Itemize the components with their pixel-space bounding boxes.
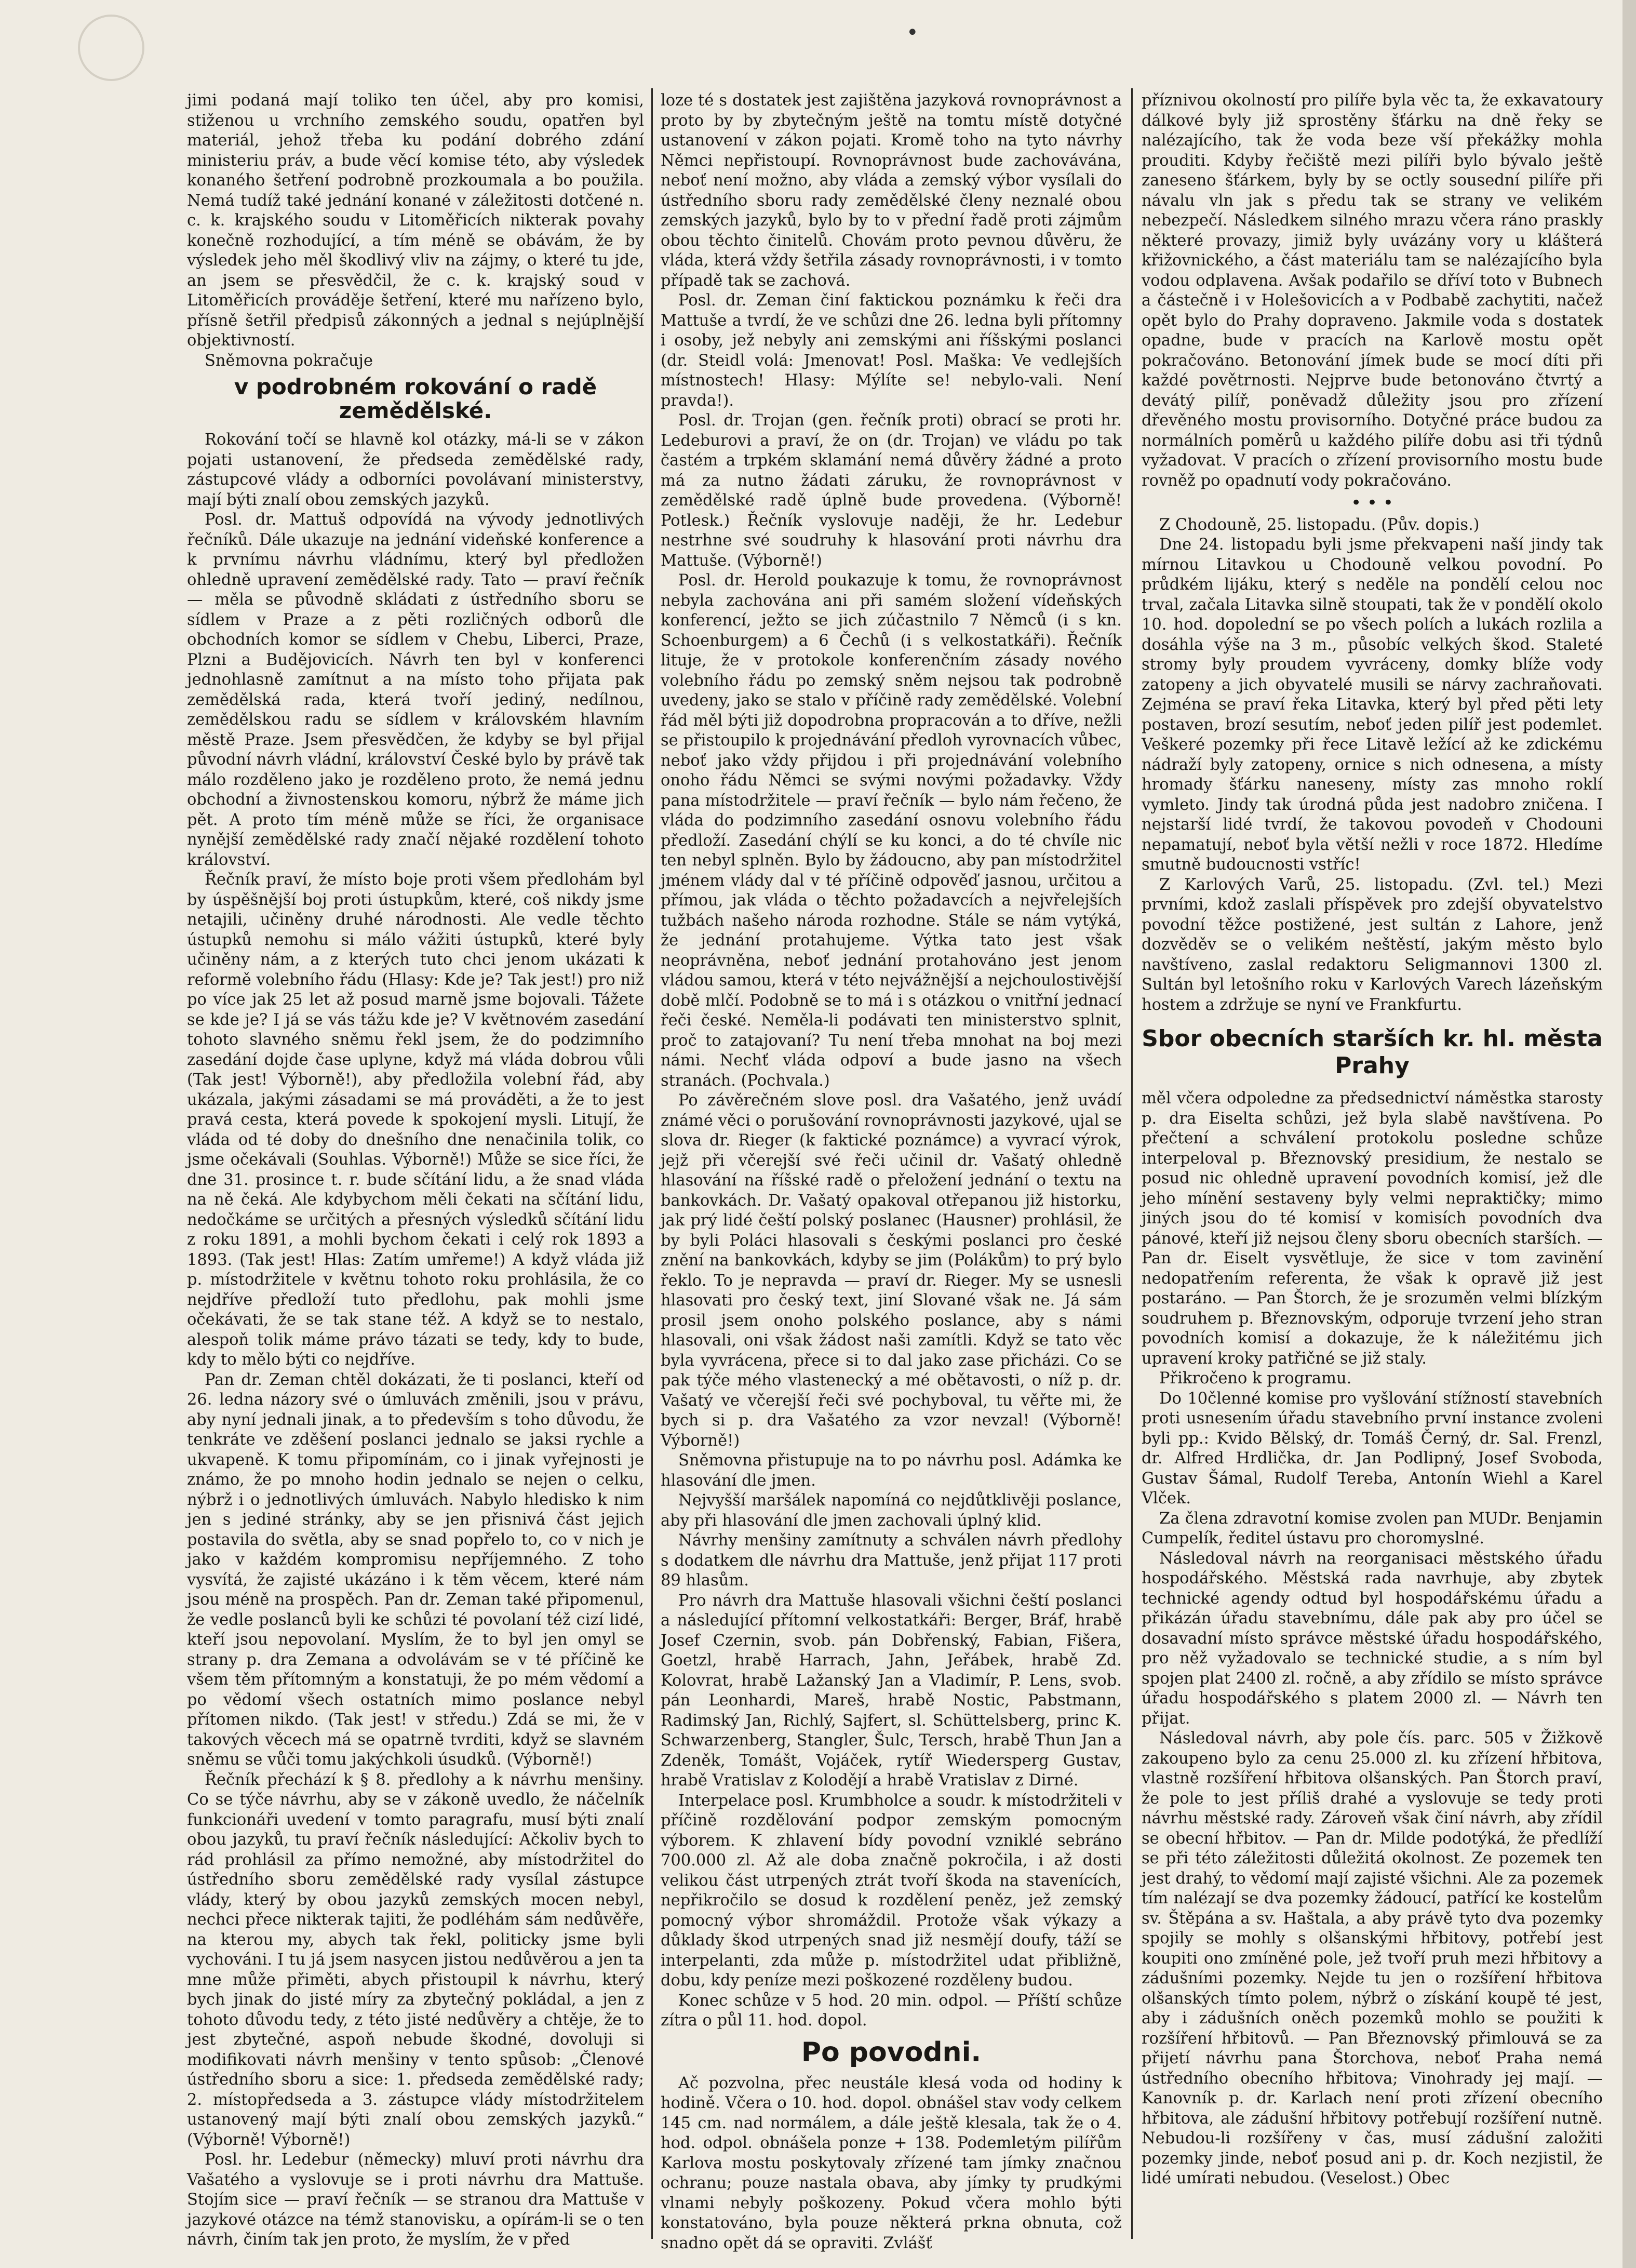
article-paragraph: Za člena zdravotní komise zvolen pan MUDr. Benjamin Cumpelík, ředitel ústavu pro choromyslné. xyxy=(1142,1509,1603,1547)
article-paragraph: Následoval návrh na reorganisaci městského úřadu hospodářského. Městská rada navrhuje, aby zbytek technické agendy odtud byl hospodářskému úřadu a přikázán úřadu stavebnímu, dále pak aby pro účel se dosavadní místo správce městské úřadu hospodářského, pro něž vyžadovalo se technické studie, a s ním byl spojen plat 2400 zl. ročně, a aby zřídilo se místo správce úřadu hospodářského s platem 2000 zl. — Návrh ten přijat. xyxy=(1142,1549,1603,1728)
article-paragraph: Po závěrečném slove posl. dra Vašatého, jenž uvádí známé věci o porušování rovnoprávnosti jazykové, ujal se slova dr. Rieger (k faktické poznámce) a vyvrací výrok, jejž při včerejší své řeči učinil dr. Vašatý ohledně hlasování na říšské radě o přeložení jednání o textu na bankovkách. Dr. Vašatý opakoval otřepanou již historku, jak prý lidé čeští polský poslanec (Hausner) prohlásil, že by byli Poláci hlasovali s českými poslanci pro české znění na bankovkách, kdyby se jim (Polákům) to prý bylo řeklo. To je nepravda — praví dr. Rieger. My se usnesli hlasovati pro český text, jiní Slované však ne. Já sám prosil jsem onoho polského poslance, aby s námi hlasovali, oni však žádost naši zamítli. Když se tato věc byla vyvrácena, přece si to dal jako zase přicházi. Co se pak týče mého vlastenecký a mé obětavosti, o níž p. dr. Vašatý ve včerejší řeči své pochyboval, tu věřte mi, že bych si p. dra Vašatého za vzor nevzal! (Výborně! Výborně!) xyxy=(661,1091,1122,1450)
article-paragraph: Posl. dr. Trojan (gen. řečník proti) obrací se proti hr. Ledeburovi a praví, že on (dr. Trojan) ve vládu po tak častém a trpkém sklamání nemá důvěry žádné a proto má za nutno žádati záruku, že rovnoprávnost v zemědělské radě úplně bude provedena. (Výborně! Potlesk.) Řečník vyslovuje naději, že hr. Ledebur nestrhne své soudruhy k hlasování proti návrhu dra Mattuše. (Výborně!) xyxy=(661,411,1122,570)
article-paragraph: Posl. dr. Zeman činí faktickou poznámku k řeči dra Mattuše a tvrdí, že ve schůzi dne 26. ledna byli přítomny i osoby, jež nebyly ani zemskými ani říšskými poslanci (dr. Steidl volá: Jmenovat! Posl. Maška: Ve vedlejších místnostech! Hlasy: Mýlíte se! nebylo-vali. Není pravda!). xyxy=(661,291,1122,410)
article-paragraph: Dne 24. listopadu byli jsme překvapeni naší jindy tak mírnou Litavkou u Chodouně velkou povodní. Po průdkém lijáku, který s neděle na pondělí celou noc trval, začala Litavka silně stoupati, tak že v pondělí okolo 10. hod. dopolední se po všech polích a lukách rozlila a dosáhla výše na 3 m., působíc velkých škod. Staleté stromy byly proudem vyvráceny, domky blíže vody zatopeny a jich obyvatelé musili se nárvy zachraňovati. Zejména se praví řeka Litavka, který byl před pěti lety postaven, brozí sesutím, neboť jeden pilíř jest podemlet. Veškeré pozemky při řece Litavě ležící až ke zdickému nádraží byly zatopeny, ornice s nich odnesena, a místy hromady šťárku naneseny, místy zas mnoho roklí vymleto. Jindy tak úrodná půda jest nadobro zničena. I nejstarší lidé tvrdí, že takovou povodeň v Chodouni nepamatují, neboť byla větší nežli v roce 1872. Hledíme smutně budoucnosti vstříc! xyxy=(1142,536,1603,874)
section-heading: Po povodni. xyxy=(801,2036,982,2068)
section-heading: Sbor obecních starších kr. hl. města Prahy xyxy=(1142,1025,1603,1079)
article-paragraph: Řečník přechází k § 8. předlohy a k návrhu menšiny. Co se týče návrhu, aby se v zákoně uvedlo, že náčelník funkcionáři uvedení v tomto paragrafu, musí býti znalí obou jazyků, tu praví řečník následující: Ačkoliv bych to rád prohlásil za přímo nemožné, aby místodržitel do ústředního sboru zemědělské rady vysílal zástupce vlády, který by obou jazyků zemských mocen nebyl, nechci přece nikterak tajiti, že podléhám sám nedůvěře, na kterou my, abych tak řekl, politicky jsme byli vychováni. I tu já jsem nasycen jistou nedůvěrou a jen ta mne může přiměti, abych přistoupil k návrhu, který bych jinak do jisté míry za zbytečný pokládal, a jen z tohoto důvodu tedy, z této jisté nedůvěry a chtěje, že to jest zbytečné, aspoň nebude škodné, dovoluji si modifikovati návrh menšiny v tento spůsob: „Členové ústředního sboru a sice: 1. předseda zemědělské rady; 2. místopředseda a 3. zástupce vlády místodržitelem ustanovený mají býti znalí obou zemských jazyků.“ (Výborně! Výborně!) xyxy=(187,1770,644,2149)
article-paragraph: jimi podaná mají toliko ten účel, aby pro komisi, stiženou u vrchního zemského soudu, opatřen byl materiál, jehož třeba ku podání dobrého zdání ministeriu práv, a bude věcí komise této, aby výsledek konaného šetření podrobně prozkoumala a bo použila. Nemá tudíž také jednání konané v záležitosti dotčené n. c. k. krajského soudu v Litoměřicích nikterak povahy konečně rozhodující, a tím méně se obávám, že by výsledek jeho měl škodlivý vliv na zájmy, o které tu jde, an jsem se přesvědčil, že c. k. krajský soud v Litoměřicích prováděje šetření, které mu nařízeno bylo, přísně šetřil předpisů zákonných a jednal s nejúplnější objektivností. xyxy=(187,91,644,350)
article-paragraph: Pan dr. Zeman chtěl dokázati, že ti poslanci, kteří od 26. ledna názory své o úmluvách změnili, jsou v právu, aby nyní jednali jinak, a to především s toho důvodu, že tenkráte ve zděšení poslanci jednalo se jaksi rychle a ukvapeně. K tomu připomínám, co i jinak vyřejnosti je známo, že po mnoho hodin jednalo se nejen o celku, nýbrž i o jednotlivých úmluvách. Nabylo hledisko k nim jen s jediné stránky, aby se jen přisnivá část jejich postavila do světla, aby se snad popřelo to, co v nich je jako v každém kompromisu nepříjemného. Z toho vysvítá, že zajisté ukázáno i k těm věcem, které nám jsou méně na prospěch. Pan dr. Zeman také připomenul, že vedle poslanců byli ke schůzi té povolaní též cizí lidé, kteří jsou nepovolaní. Myslím, že to byl jen omyl se strany p. dra Zemana a odvolávám se v té příčině ke všem těm přítomným a konstatuji, že po mém vědomí a po vědomí všech ostatních mimo poslance nebyl přítomen nikdo. (Tak jest! v středu.) Zdá se mi, že v takových věcech má se opatrně tvrditi, když se slavném sněmu se vůči tomu jakýchkoli úsudků. (Výborně!) xyxy=(187,1370,644,1769)
article-paragraph: loze té s dostatek jest zajištěna jazyková rovnoprávnost a proto by by zbytečným ještě na tomtu místě dotyčné ustanovení v zákon pojati. Kromě toho na tyto návrhy Němci nepřistoupí. Rovnoprávnost bude zachovávána, neboť není možno, aby vláda a zemský výbor vysílali do ústředního sboru rady zemědělské členy neznalé obou zemských jazyků, bylo by to v přední řadě proti zájmům obou těchto činitelů. Chovám proto pevnou důvěru, že vláda, která vždy šetřila zásady rovnoprávnosti, i v tomto případě tak se zachová. xyxy=(661,91,1122,290)
section-heading: v podrobném rokování o radě zemědělské. xyxy=(234,374,597,423)
column-rule-2 xyxy=(1131,88,1133,2239)
article-paragraph: Nejvyšší maršálek napomíná co nejdůtklivěji poslance, aby při hlasování dle jmen zachovali úplný klid. xyxy=(661,1491,1122,1530)
article-paragraph: měl včera odpoledne za předsednictví náměstka starosty p. dra Eiselta schůzi, jež byla slabě navštívena. Po přečtení a schválení protokolu posledne schůze interpeloval p. Březnovský presidium, že nestalo se posud nic ohledně upravení povodních komisí, jež dle jeho mínění sestaveny byly velmi nepraktičky; mimo jiných jsou do té komisí v komisích povodních dva pánové, kteří již nejsou členy sboru obecních starších. — Pan dr. Eiselt vysvětluje, že sice v tom zavinění nedopatřením referenta, že však k opravě již jest postaráno. — Pan Štorch, že je srozuměn velmi blízkým soudruhem p. Březnovským, odporuje tvrzení jeho stran povodních komisí a dokazuje, že k náležitému jich upravení kroky patřičné se již staly. xyxy=(1142,1089,1603,1368)
article-paragraph: Z Karlových Varů, 25. listopadu. (Zvl. tel.) Mezi prvními, kdož zaslali příspěvek pro zdejší obyvatelstvo povodní těžce postižené, jest sultán z Lahore, jenž dozvěděv se o velikém neštěstí, jakým město bylo navštíveno, zaslal redaktoru Seligmannovi 1300 zl. Sultán byl letošního roku v Karlových Varech lázeňským hostem a zdržuje se nyní ve Frankfurtu. xyxy=(1142,875,1603,1014)
article-paragraph: Řečník praví, že místo boje proti všem předlohám byl by úspěšnější boj proti ústupkům, které, coš nikdy jsme netajili, učiněny druhé národnosti. Ale vedle těchto ústupků nemohu si málo vážiti ústupků, které byly učiněny nám, a z kterých tuto chci jenom ukázati k reformě volebního řádu (Hlasy: Kde je? Tak jest!) pro niž po více jak 25 let až posud marně jsme bojovali. Tážete se kde je? I já se vás tážu kde je? V květnovém zasedání tohoto slavného sněmu řekl jsem, že do podzimního zasedání dojde čase uplyne, když má vláda dobrou vůli (Tak jest! Výborně!), aby předložila volební řád, aby ukázala, jakými zásadami se má prováděti, a že to jest pravá cesta, která povede k spokojení mysli. Litují, že vláda od té doby do dnešního dne nenačinila tolik, co jsme očekávali (Souhlas. Výborně!) Může se sice říci, že dne 31. prosince t. r. bude sčítání lidu, a že snad vláda na ně čeká. Ale kdybychom měli čekati na sčítání lidu, nedočkáme se určitých a přesných výsledků sčítání lidu z roku 1891, a mohli bychom čekati i celý rok 1893 a 1893. (Tak jest! Hlas: Zatím umřeme!) A když vláda již p. místodržitele v květnu tohoto roku prohlásila, že co nejdříve předloží tuto předlohu, pak mohli jsme očekávati, že se tak stane též. A když se to nestalo, alespoň tolik máme právo tázati se tedy, kdy to bude, kdy to mělo býti co nejdříve. xyxy=(187,871,644,1369)
article-dateline: Z Chodouně, 25. listopadu. (Pův. dopis.) xyxy=(1159,515,1480,534)
column-3 xyxy=(1142,91,1603,2236)
article-paragraph: Návrhy menšiny zamítnuty a schválen návrh předlohy s dodatkem dle návrhu dra Mattuše, jenž přijat 117 proti 89 hlasům. xyxy=(661,1531,1122,1590)
page-mark: • xyxy=(906,21,919,45)
article-paragraph: Interpelace posl. Krumbholce a soudr. k místodržiteli v příčině rozdělování podpor zemským pomocným výborem. K zhlavení bídy povodní vzniklé sebráno 700.000 zl. Až ale doba značně pokročila, i až dosti velikou část utrpených ztrát tvoří škoda na stavenících, nepřikročilo se dosud k rozdělení peněz, jež zemský pomocný výbor shromáždil. Protože však výkazy a důklady škod utrpených snad již nesmějí doufy, táží se interpelanti, zda může p. místodržitel udat přibližně, dobu, kdy peníze mezi poškozené rozděleny budou. xyxy=(661,1791,1122,1990)
article-paragraph: Pro návrh dra Mattuše hlasovali všichni čeští poslanci a následující přítomní velkostatkáři: Berger, Bráf, hrabě Josef Czernin, svob. pán Dobřenský, Fabian, Fišera, Goetzl, hrabě Harrach, Jahn, Jeřábek, hrabě Zd. Kolovrat, hrabě Lažanský Jan a Vladimír, P. Lens, svob. pán Leonhardi, Mareš, hrabě Nostic, Pabstmann, Radimský Jan, Richlý, Sajfert, sl. Schüttelsberg, princ K. Schwarzenberg, Stangler, Šulc, Tersch, hrabě Thun Jan a Zdeněk, Tomášt, Vojáček, rytíř Wiedersperg Gustav, hrabě Vratislav z Kolodějí a hrabě Vratislav z Dirné. xyxy=(661,1591,1122,1790)
library-stamp xyxy=(78,15,144,81)
article-paragraph: Do 10členné komise pro vyšlování stížností stavebních proti usnesením úřadu stavebního první instance zvoleni byli pp.: Kvido Bělský, dr. Tomáš Černý, dr. Sal. Frenzl, dr. Alfred Hrdlička, dr. Jan Podlipný, Josef Svoboda, Gustav Šámal, Rudolf Tereba, Antonín Wiehl a Karel Vlček. xyxy=(1142,1389,1603,1507)
article-paragraph: Sněmovna přistupuje na to po návrhu posl. Adámka ke hlasování dle jmen. xyxy=(661,1451,1122,1490)
article-paragraph: Posl. hr. Ledebur (německy) mluví proti návrhu dra Vašatého a vyslovuje se i proti návrhu dra Mattuše. Stojím sice — praví řečník — se stranou dra Mattuše v jazykové otázce na témž stanovisku, a opírám-li se o ten návrh, činím tak jen proto, že myslím, že v před xyxy=(187,2151,644,2249)
column-1 xyxy=(187,91,644,2249)
article-paragraph: Ač pozvolna, přec neustále klesá voda od hodiny k hodině. Včera o 10. hod. dopol. obnášel stav vody celkem 145 cm. nad normálem, a dále ještě klesala, tak že o 4. hod. odpol. obnášela ponze + 138. Podemletým pilířům Karlova mostu poskytovaly zřízené tam jímky značnou ochranu; pouze nastala obava, aby jímky ty prudkými vlnami nebyly poškozeny. Pokud včera mohlo býti konstatováno, byla pouze některá prkna obnuta, což snadno opět dá se opraviti. Zvlášť xyxy=(661,2074,1122,2252)
article-paragraph: Posl. dr. Mattuš odpovídá na vývody jednotlivých řečníků. Dále ukazuje na jednání videňské konference a k prvnímu návrhu vládnímu, který byl předložen ohledně upravení zemědělské rady. Tato — praví řečník — měla se původně skládati z ústředního sboru se sídlem v Praze a z pěti rozličných odborů dle obchodních komor se sídlem v Chebu, Liberci, Praze, Plzni a Budějovicích. Návrh ten byl v konferenci jednohlasně zamítnut a na místo toho přijata pak zemědělská rada, která tvoří jediný, nedílnou, zemědělskou radu se sídlem v královském hlavním městě Praze. Jsem přesvědčen, že kdyby se byl přijal původní návrh vládní, království České bylo by právě tak málo rozděleno jako je rozděleno proto, že nemá jednu obchodní a živnostenskou komoru, nýbrž že máme jich pět. A proto tím méně může se říci, že organisace nynější zemědělské rady značí nějaké rozdělení tohoto království. xyxy=(187,511,644,869)
article-paragraph: Konec schůze v 5 hod. 20 min. odpol. — Příští schůze zítra o půl 11. hod. dopol. xyxy=(661,1991,1122,2030)
article-paragraph: Rokování točí se hlavně kol otázky, má-li se v zákon pojati ustanovení, že předseda zemědělské rady, zástupcové vlády a odborníci povolávaní ministerstvy, mají býti znalí obou zemských jazyků. xyxy=(187,431,644,509)
section-separator: • • • xyxy=(1351,492,1393,513)
article-paragraph: Posl. dr. Herold poukazuje k tomu, že rovnoprávnost nebyla zachována ani při samém složení vídeňských konferencí, ježto se jich zúčastnilo 7 Němců (i s kn. Schoenburgem) a 6 Čechů (i s velkostatkáři). Řečník lituje, že v protokole konferenčním zásady nového volebního řádu po zemský sněm nejsou tak podrobně uvedeny, jako se stalo v příčině rady zemědělské. Volební řád měl býti již dopodrobna propracován a to dříve, nežli se přistoupilo k projednávání předloh vyrovnacích vůbec, neboť jako vždy přijdou i při projednávání volebního onoho řádu Němci se svými novými požadavky. Vždy pana místodržitele — praví řečník — bylo nám řečeno, že vláda do podzimního zasedání osnovu volebního řádu předloží. Zasedání chýlí se ku konci, a do té chvíle nic ten nebyl splněn. Bylo by žádoucno, aby pan místodržitel jménem vlády dal v té příčině odpověď jasnou, určitou a přímou, jak vláda o těchto požadavcích a nejvřelejších tužbách našeho národa rozhodne. Stále se nám vytýká, že jednání protahujeme. Výtka tato jest však neoprávněna, neboť jednání protahováno jest jenom vládou samou, která v této nejvážnější a nejchoulostivější době mlčí. Podobně se to má i s otázkou o vnitřní jednací řeči české. Neměla-li podávati ten ministerstvo splnit, proč to zatajovaní? Tu není třeba mnohat na boj mezi námi. Nechť vláda odpoví a bude jasno na všech stranách. (Pochvala.) xyxy=(661,571,1122,1090)
scan-edge xyxy=(1622,0,1636,2268)
article-paragraph: Přikročeno k programu. xyxy=(1159,1369,1352,1388)
column-rule-1 xyxy=(651,88,653,2239)
column-2 xyxy=(661,91,1122,2252)
article-paragraph: příznivou okolností pro pilíře byla věc ta, že exkavatoury dálkové byly již sprostěny šťárku na dně řeky se nalézajícího, tak že voda beze vší překážky mohla prouditi. Kdyby řečiště mezi pilíři bylo bývalo ještě zaneseno šťárkem, byly by se octly sousední pilíře při návalu vln jak s předu tak se strany ve velikém nebezpečí. Následkem silného mrazu včera ráno praskly některé provazy, jimiž byly uvázány vory u klášterá křižovnického, a část materiálu tam se nalézajícího byla vodou odplavena. Avšak podařilo se dříví toto v Bubnech a částečně i v Holešovicích a v Podbabě zachytiti, načež opět bylo do Prahy dopraveno. Jakmile voda s dostatek opadne, bude v pracích na Karlově mostu opět pokračováno. Betonování jímek bude se mocí díti při každé povětrnosti. Nejprve bude betonováno čtvrtý a devátý pilíř, poněvadž důležity jsou pro zřízení dřevěného mostu provisorního. Dotyčné práce budou za normálních poměrů u každého pilíře dobu asi tři týdnů vyžadovat. V pracích o zřízení provisorního mostu bude rovněž po opadnutí vody pokračováno. xyxy=(1142,91,1603,490)
article-paragraph: Sněmovna pokračuje xyxy=(205,351,373,370)
article-paragraph: Následoval návrh, aby pole čís. parc. 505 v Žižkově zakoupeno bylo za cenu 25.000 zl. ku zřízení hřbitova, vlastně rozšíření hřbitova olšanských. Pan Štorch praví, že pole to jest příliš drahé a vyslovuje se tedy proti návrhu městské rady. Zároveň však činí návrh, aby zřídil se obecní hřbitov. — Pan dr. Milde podotýká, že předlíží se při této záležitosti důležitá okolnost. Ze pozemek ten jest drahý, to vědomí mají zajisté všichni. Ale za pozemek tím nalézají se dva pozemky žádoucí, patřící ke kostelům sv. Štěpána a sv. Haštala, a aby právě tyto dva pozemky spojily se mohly s olšanskými hřbitovy, potřebí jest koupiti ono zmíněné pole, jež tvoří pruh mezi hřbitovy a zádušními pozemky. Nejde tu jen o rozšíření hřbitova olšanských tímto polem, nýbrž o získání koupě té jest, aby i zádušních oněch pozemků mohlo se použiti k rozšíření hřbitovů. — Pan Březnovský přimlouvá se za přijetí návrhu pana Štorchova, neboť Praha nemá ústředního obecního hřbitova; Vinohrady jej mají. — Kanovník p. dr. Karlach není proti zřízení obecního hřbitova, ale zádušní hřbitovy potřebují rozšíření nutně. Nebudou-li rozšířeny v čas, musí zádušní založiti pozemky jinde, neboť posud ani p. dr. Koch nezjistil, že lidé umírati nebudou. (Veselost.) Obec xyxy=(1142,1729,1603,2187)
